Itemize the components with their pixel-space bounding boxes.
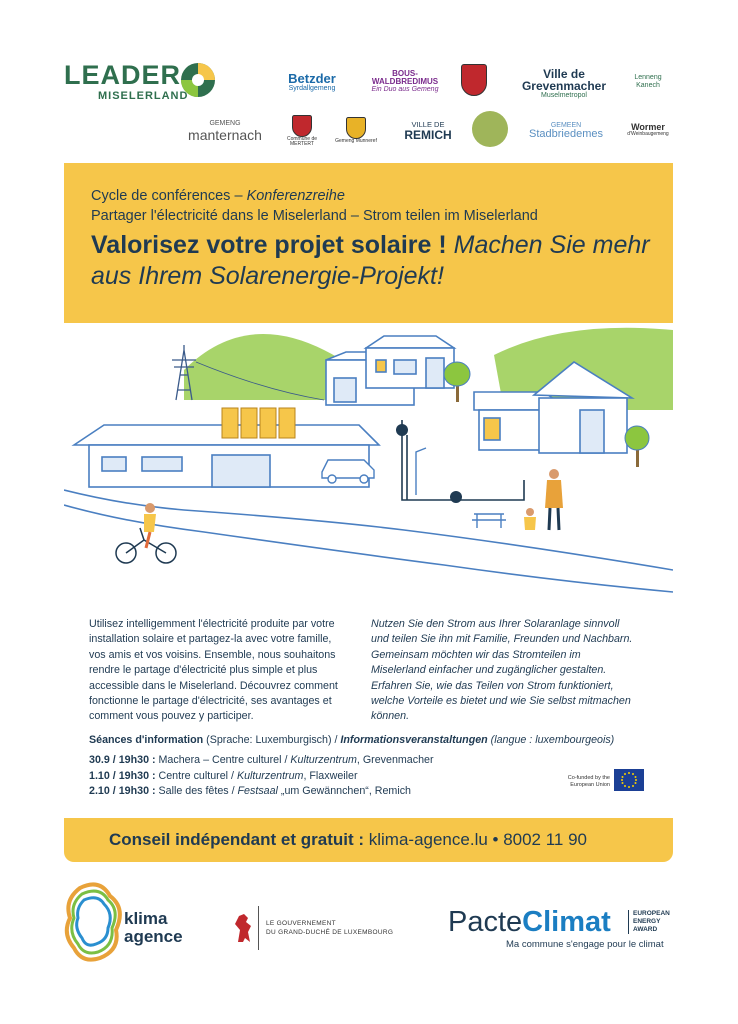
wormeldange-sub: d'Weinbaugemeng [627, 130, 669, 137]
eu-flag-icon [614, 769, 644, 791]
pacte-b: Climat [522, 906, 611, 938]
session-place-de: Kulturzentrum [290, 754, 357, 767]
session-row [89, 753, 649, 768]
cta-contact[interactable]: klima-agence.lu • 8002 11 90 [364, 830, 588, 849]
mompach-crest-icon [346, 117, 366, 139]
sessions-header-de-lang: (langue : luxembourgeois) [487, 734, 615, 746]
manternach-pre: GEMENG [209, 120, 241, 128]
pacte-tagline: Ma commune s'engage pour le climat [506, 939, 664, 950]
bench-icon [472, 514, 506, 528]
eu-cofunded-logo [548, 769, 644, 793]
banner-line-2: Partager l'électricité dans le Miselerland – Strom teilen im Miselerland [91, 208, 538, 224]
gov-line-2: DU GRAND-DUCHÉ DE LUXEMBOURG [266, 929, 394, 936]
government-logo [230, 906, 420, 952]
family-icon [524, 469, 563, 530]
mompach-logo [330, 112, 382, 150]
circle-logo-icon [472, 111, 508, 147]
klima-agence-logo [60, 878, 210, 964]
house-middle-icon [326, 336, 454, 405]
crest-icon [461, 64, 487, 96]
session-when: 1.10 / 19h30 : [89, 769, 156, 782]
government-divider [258, 906, 259, 950]
meter-icon-top [396, 424, 408, 436]
cta-label: Conseil indépendant et gratuit : [109, 830, 365, 849]
gov-line-1: LE GOUVERNEMENT [266, 920, 336, 927]
bous-waldbredimus-logo [360, 62, 450, 102]
mertert-logo [282, 112, 322, 150]
klima-outline-icon [60, 878, 130, 964]
eea-line-2: ENERGY [633, 918, 661, 925]
lenningen-name: Lenneng Kanech [634, 74, 662, 89]
remich-logo [396, 116, 460, 146]
eu-text: Co-funded by the European Union [567, 775, 610, 788]
tree-right-icon [625, 426, 649, 467]
streetlamp-icon [416, 448, 426, 495]
body-text-fr: Utilisez intelligemment l'électricité produite par votre installation solaire et partagez-la avec votre famille, vos amis et vos voisins. Ensemble, nous souhaitons rendre le partage d'électricité plus simple et plus accessible dans le Miselerland. Découvrez comment fonctionne le partage d'électricité, ses avantages et comment vous pouvez y participer. [89, 618, 338, 723]
session-town: , Grevenmacher [356, 754, 434, 767]
stadtbredimus-logo [520, 116, 612, 146]
session-when: 30.9 / 19h30 : [89, 754, 156, 767]
wormeldange-name: Wormer [631, 121, 665, 132]
stadtbredimus-name: Stadbriedemes [529, 128, 603, 141]
sessions-header-fr-lang: (Sprache: Luxemburgisch) / [203, 734, 341, 746]
klima-line-1: klima [124, 909, 168, 928]
session-when: 2.10 / 19h30 : [89, 784, 156, 797]
road-edge-1 [64, 490, 673, 570]
title-fr: Valorisez votre projet solaire ! [91, 231, 447, 259]
bous-name: BOUS-WALDBREDIMUS [371, 69, 439, 87]
pacte-wordmark [448, 906, 611, 939]
title-de: Machen Sie mehr aus Ihrem Solarenergie-Projekt! [91, 231, 650, 290]
eea-label [628, 910, 670, 934]
sessions-header-fr: Séances d'information [89, 734, 204, 746]
government-text [266, 919, 393, 937]
red-lion-icon [232, 912, 254, 944]
solar-sharing-illustration [64, 300, 673, 600]
partner-logos [0, 0, 738, 160]
page-title [91, 230, 651, 292]
cta-text [109, 830, 587, 850]
eea-line-1: EUROPEAN [633, 910, 670, 917]
session-place: Centre culturel / [155, 769, 237, 782]
betzdorf-name: Betzder [288, 70, 336, 86]
session-town: „um Gewännchen“, Remich [277, 784, 411, 797]
cta-bar [64, 818, 673, 862]
sessions-header-de: Informationsveranstaltungen [340, 734, 488, 746]
meter-icon-bottom [450, 491, 462, 503]
remich-name: REMICH [404, 128, 452, 143]
mertert-crest-icon [292, 115, 312, 137]
banner-line-1 [91, 188, 345, 204]
pacte-a: Pacte [448, 906, 523, 938]
betzdorf-sub: Syrdallgemeng [288, 84, 336, 92]
session-town: , Flaxweiler [303, 769, 358, 782]
cyclist-icon [116, 503, 176, 563]
mompach-name: Gemeng Munneref [335, 138, 377, 145]
eea-line-3: AWARD [633, 926, 658, 933]
wormeldange-logo [616, 114, 680, 146]
session-place: Machera – Centre culturel / [155, 754, 291, 767]
betzdorf-logo [276, 64, 348, 100]
grevenmacher-sub: Muselmetropol [541, 92, 587, 100]
session-place-de: Festsaal [237, 784, 278, 797]
leader-word: LEADER [64, 60, 182, 90]
manternach-name: manternach [188, 126, 262, 143]
session-place: Salle des fêtes / [155, 784, 238, 797]
body-text-de: Nutzen Sie den Strom aus Ihrer Solaranlage sinnvoll und teilen Sie ihn mit Familie, Freunden und Nachbarn. Gemeinsam möchten wir das Stromteilen im Miselerland einfacher und zugänglicher gestalten. Erfahren Sie, wie das Teilen von Strom funktioniert, welche Vorteile es bietet und wie Sie selbst mitmachen können. [371, 618, 633, 723]
pacte-climat-logo [448, 906, 678, 956]
lenningen-logo [622, 64, 674, 100]
klima-wordmark [124, 910, 183, 946]
manternach-logo [178, 116, 272, 146]
sessions-header [89, 733, 649, 748]
leader-emblem-icon [180, 62, 216, 98]
leader-sub: MISELERLAND [98, 90, 189, 102]
mertert-name: Commune de MERTERT [286, 135, 317, 147]
stadtbredimus-pre: GEMEEN [550, 121, 582, 129]
header-banner [64, 163, 673, 323]
grevenmacher-logo [508, 64, 620, 104]
banner-line-1-fr: Cycle de conférences – [91, 188, 247, 204]
remich-pre: VILLE DE [411, 119, 445, 129]
tree-icon [444, 362, 470, 402]
grevenmacher-name: Ville de Grevenmacher [521, 67, 607, 94]
bous-tag: Ein Duo aus Gemeng [371, 86, 439, 94]
session-place-de: Kulturzentrum [236, 769, 304, 782]
klima-line-2: agence [124, 927, 183, 946]
banner-line-1-de: Konferenzreihe [246, 188, 345, 204]
